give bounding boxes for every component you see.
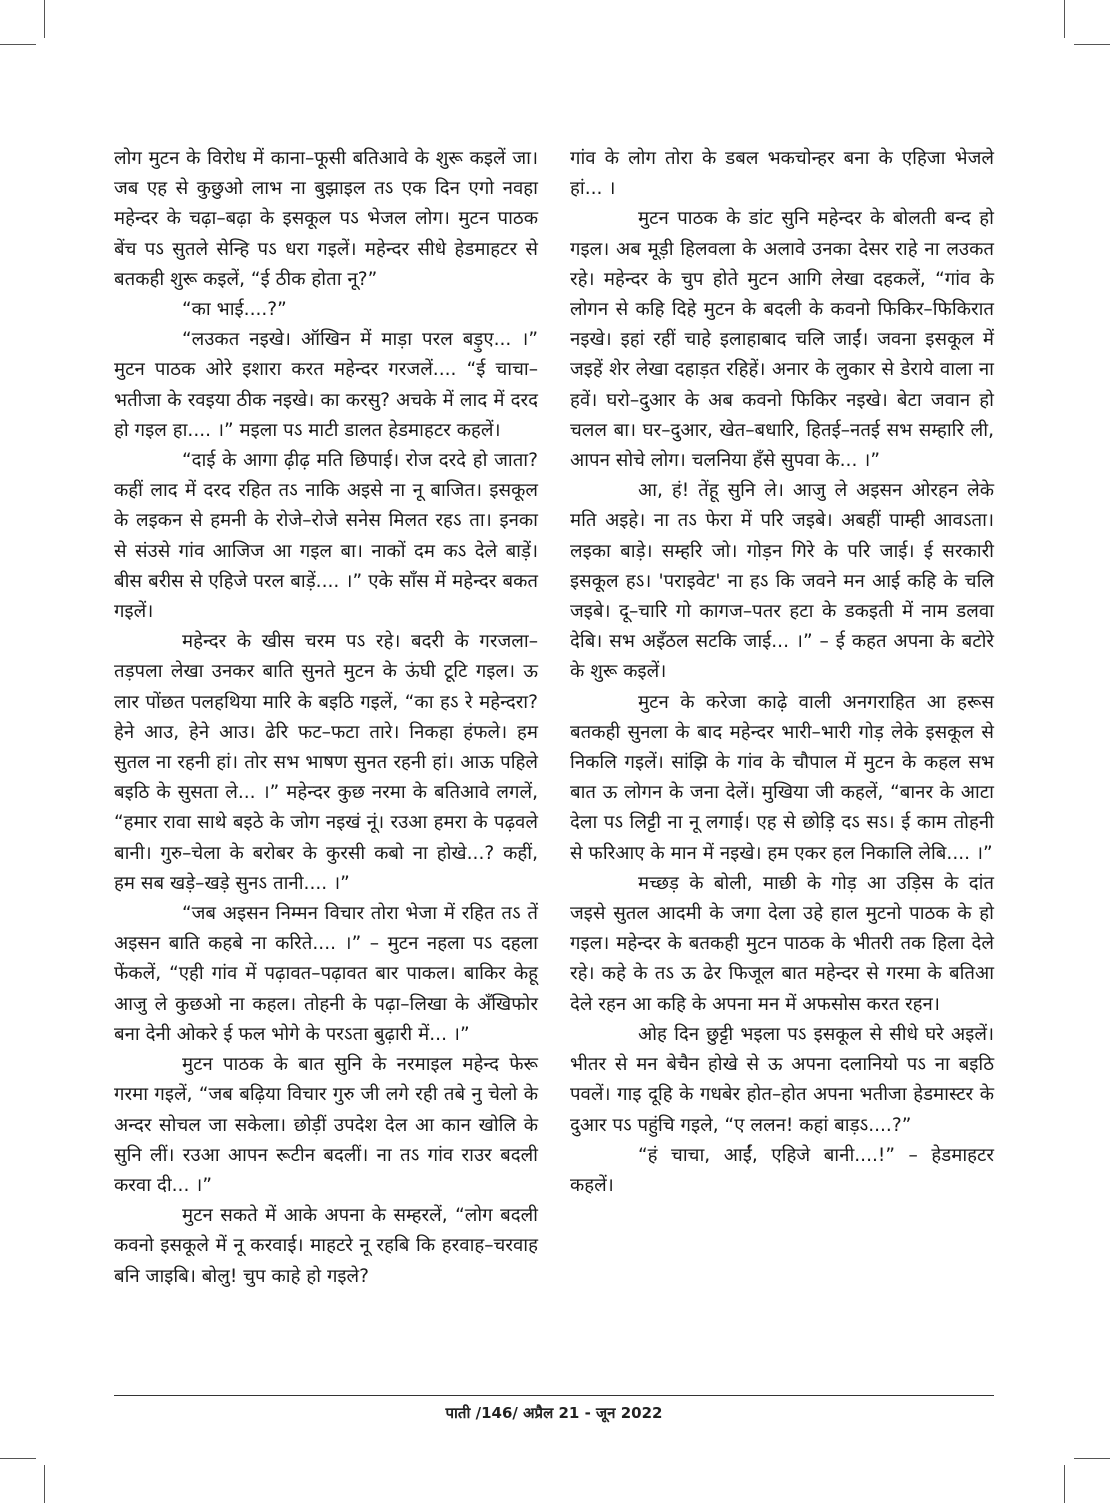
- text-column-right: [570, 144, 994, 1201]
- crop-mark-top-right-v: [1064, 0, 1065, 38]
- paragraph: “हं चाचा, आईं, एहिजे बानी....!” – हेडमाहटर कहलें।: [570, 1144, 994, 1196]
- paragraph: लोग मुटन के विरोध में काना–फूसी बतिआवे के शुरू कइलें जा। जब एह से कुछुओ लाभ ना बुझाइल तऽ एक दिन एगो नवहा महेन्दर के चढ़ा–बढ़ा के इसकूल पऽ भेजल लोग। मुटन पाठक बेंच पऽ सुतले सेन्हि पऽ धरा गइलें। महेन्दर सीधे हेडमाहटर से बतकही शुरू कइलें, “ई ठीक होता नू?”: [114, 148, 538, 290]
- page-footer: पाती /146/ अप्रैल 21 - जून 2022: [445, 1404, 663, 1422]
- paragraph: महेन्दर के खीस चरम पऽ रहे। बदरी के गरजला–तड़पला लेखा उनकर बाति सुनते मुटन के ऊंघी टूटि गइल। ऊ लार पोंछत पलहथिया मारि के बइठि गइलें, “का हऽ रे महेन्दरा? हेने आउ, हेने आउ। ढेरि फट–फटा तारे। निकहा हंफले। हम सुतल ना रहनी हां। तोर सभ भाषण सुनत रहनी हां। आऊ पहिले बइठि के सुसता ले... ।” महेन्दर कुछ नरमा के बतिआवे लगलें, “हमार रावा साथे बइठे के जोग नइखं नूं। रउआ हमरा के पढ़वले बानी। गुरु–चेला के बरोबर के कुरसी कबो ना होखे...? कहीं, हम सब खड़े–खड़े सुनऽ तानी.... ।”: [114, 631, 538, 894]
- paragraph: मुटन सकते में आके अपना के सम्हरलें, “लोग बदली कवनो इसकूले में नू करवाई। माहटरे नू रहबि कि हरवाह–चरवाह बनि जाइबि। बोलु! चुप काहे हो गइले?: [114, 1205, 538, 1287]
- crop-mark-top-right-h: [1074, 44, 1110, 45]
- crop-mark-top-left-v: [44, 0, 45, 38]
- text-column-left: [114, 144, 538, 1292]
- paragraph: “का भाई....?”: [182, 299, 287, 321]
- paragraph: “लउकत नइखे। ऑखिन में माड़ा परल बड़ुए... ।” मुटन पाठक ओरे इशारा करत महेन्दर गरजलें.... “ई चाचा–भतीजा के रवइया ठीक नइखे। का करसु? अचके में लाद में दरद हो गइल हा.... ।” मइला पऽ माटी डालत हेडमाहटर कहलें।: [114, 329, 538, 441]
- crop-mark-bottom-right-v: [1064, 1465, 1065, 1503]
- paragraph: मुटन के करेजा काढ़े वाली अनगराहित आ हरूस बतकही सुनला के बाद महेन्दर भारी–भारी गोड़ लेके इसकूल से निकलि गइलें। सांझि के गांव के चौपाल में मुटन के कहल सभ बात ऊ लोगन के जना देलें। मुखिया जी कहलें, “बानर के आटा देला पऽ लिट्टी ना नू लगाई। एह से छोड़ि दऽ सऽ। ई काम तोहनी से फरिआए के मान में नइखे। हम एकर हल निकालि लेबि.... ।”: [570, 691, 994, 864]
- paragraph: गांव के लोग तोरा के डबल भकचोन्हर बना के एहिजा भेजले हां... ।: [570, 148, 994, 200]
- crop-mark-bottom-right-h: [1074, 1458, 1110, 1459]
- crop-mark-top-left-h: [0, 44, 36, 45]
- paragraph: आ, हं! तेंहू सुनि ले। आजु ले अइसन ओरहन लेके मति अइहे। ना तऽ फेरा में परि जइबे। अबहीं पाम्ही आवऽता। लइका बाड़े। सम्हरि जो। गोड़न गिरे के परि जाई। ई सरकारी इसकूल हऽ। 'पराइवेट' ना हऽ कि जवने मन आई कहि के चलि जइबे। दू–चारि गो कागज–पतर हटा के डकइती में नाम डलवा देबि। सभ अइँठल सटकि जाई... ।” – ई कहत अपना के बटोरे के शुरू कइलें।: [570, 480, 994, 683]
- paragraph: “दाई के आगा ढ़ीढ़ मति छिपाई। रोज दरदे हो जाता? कहीं लाद में दरद रहित तऽ नाकि अइसे ना नू बाजित। इसकूल के लइकन से हमनी के रोजे–रोजे सनेस मिलत रहऽ ता। इनका से संउसे गांव आजिज आ गइल बा। नाकों दम कऽ देले बाड़ें। बीस बरीस से एहिजे परल बाड़ें.... ।” एके साँस में महेन्दर बकत गइलें।: [114, 450, 538, 623]
- paragraph: मच्छड़ के बोली, माछी के गोड़ आ उड़िस के दांत जइसे सुतल आदमी के जगा देला उहे हाल मुटनो पाठक के हो गइल। महेन्दर के बतकही मुटन पाठक के भीतरी तक हिला देले रहे। कहे के तऽ ऊ ढेर फिजूल बात महेन्दर से गरमा के बतिआ देले रहन आ कहि के अपना मन में अफसोस करत रहन।: [570, 872, 994, 1015]
- paragraph: मुटन पाठक के बात सुनि के नरमाइल महेन्द फेरू गरमा गइलें, “जब बढ़िया विचार गुरु जी लगे रही तबे नु चेलो के अन्दर सोचल जा सकेला। छोड़ीं उपदेश देल आ कान खोलि के सुनि लीं। रउआ आपन रूटीन बदलीं। ना तऽ गांव राउर बदली करवा दी... ।”: [114, 1054, 538, 1196]
- paragraph: ओह दिन छुट्टी भइला पऽ इसकूल से सीधे घरे अइलें। भीतर से मन बेचैन होखे से ऊ अपना दलानियो पऽ ना बइठि पवलें। गाइ दूहि के गधबेर होत–होत अपना भतीजा हेडमास्टर के दुआर पऽ पहुंचि गइले, “ए ललन! कहां बाड़ऽ....?”: [570, 1023, 994, 1136]
- paragraph: “जब अइसन निम्मन विचार तोरा भेजा में रहित तऽ तें अइसन बाति कहबे ना करिते.... ।” – मुटन नहला पऽ दहला फेंकलें, “एही गांव में पढ़ावत–पढ़ावत बार पाकल। बाकिर केहू आजु ले कुछओ ना कहल। तोहनी के पढ़ा–लिखा के अँखिफोर बना देनी ओकरे ई फल भोगे के परऽता बुढ़ारी में... ।”: [114, 903, 538, 1045]
- footer-rule: [114, 1395, 994, 1396]
- crop-mark-bottom-left-v: [44, 1465, 45, 1503]
- paragraph: मुटन पाठक के डांट सुनि महेन्दर के बोलती बन्द हो गइल। अब मूड़ी हिलवला के अलावे उनका देसर राहे ना लउकत रहे। महेन्दर के चुप होते मुटन आगि लेखा दहकलें, “गांव के लोगन से कहि दिहे मुटन के बदली के कवनो फिकिर–फिकिरात नइखे। इहां रहीं चाहे इलाहाबाद चलि जाईं। जवना इसकूल में जइहें शेर लेखा दहाड़त रहिहें। अनार के लुकार से डेराये वाला ना हवें। घरो–दुआर के अब कवनो फिकिर नइखे। बेटा जवान हो चलल बा। घर–दुआर, खेत–बधारि, हितई–नतई सभ सम्हारि ली, आपन सोचे लोग। चलनिया हँसे सुपवा के... ।”: [570, 208, 994, 472]
- crop-mark-bottom-left-h: [0, 1458, 36, 1459]
